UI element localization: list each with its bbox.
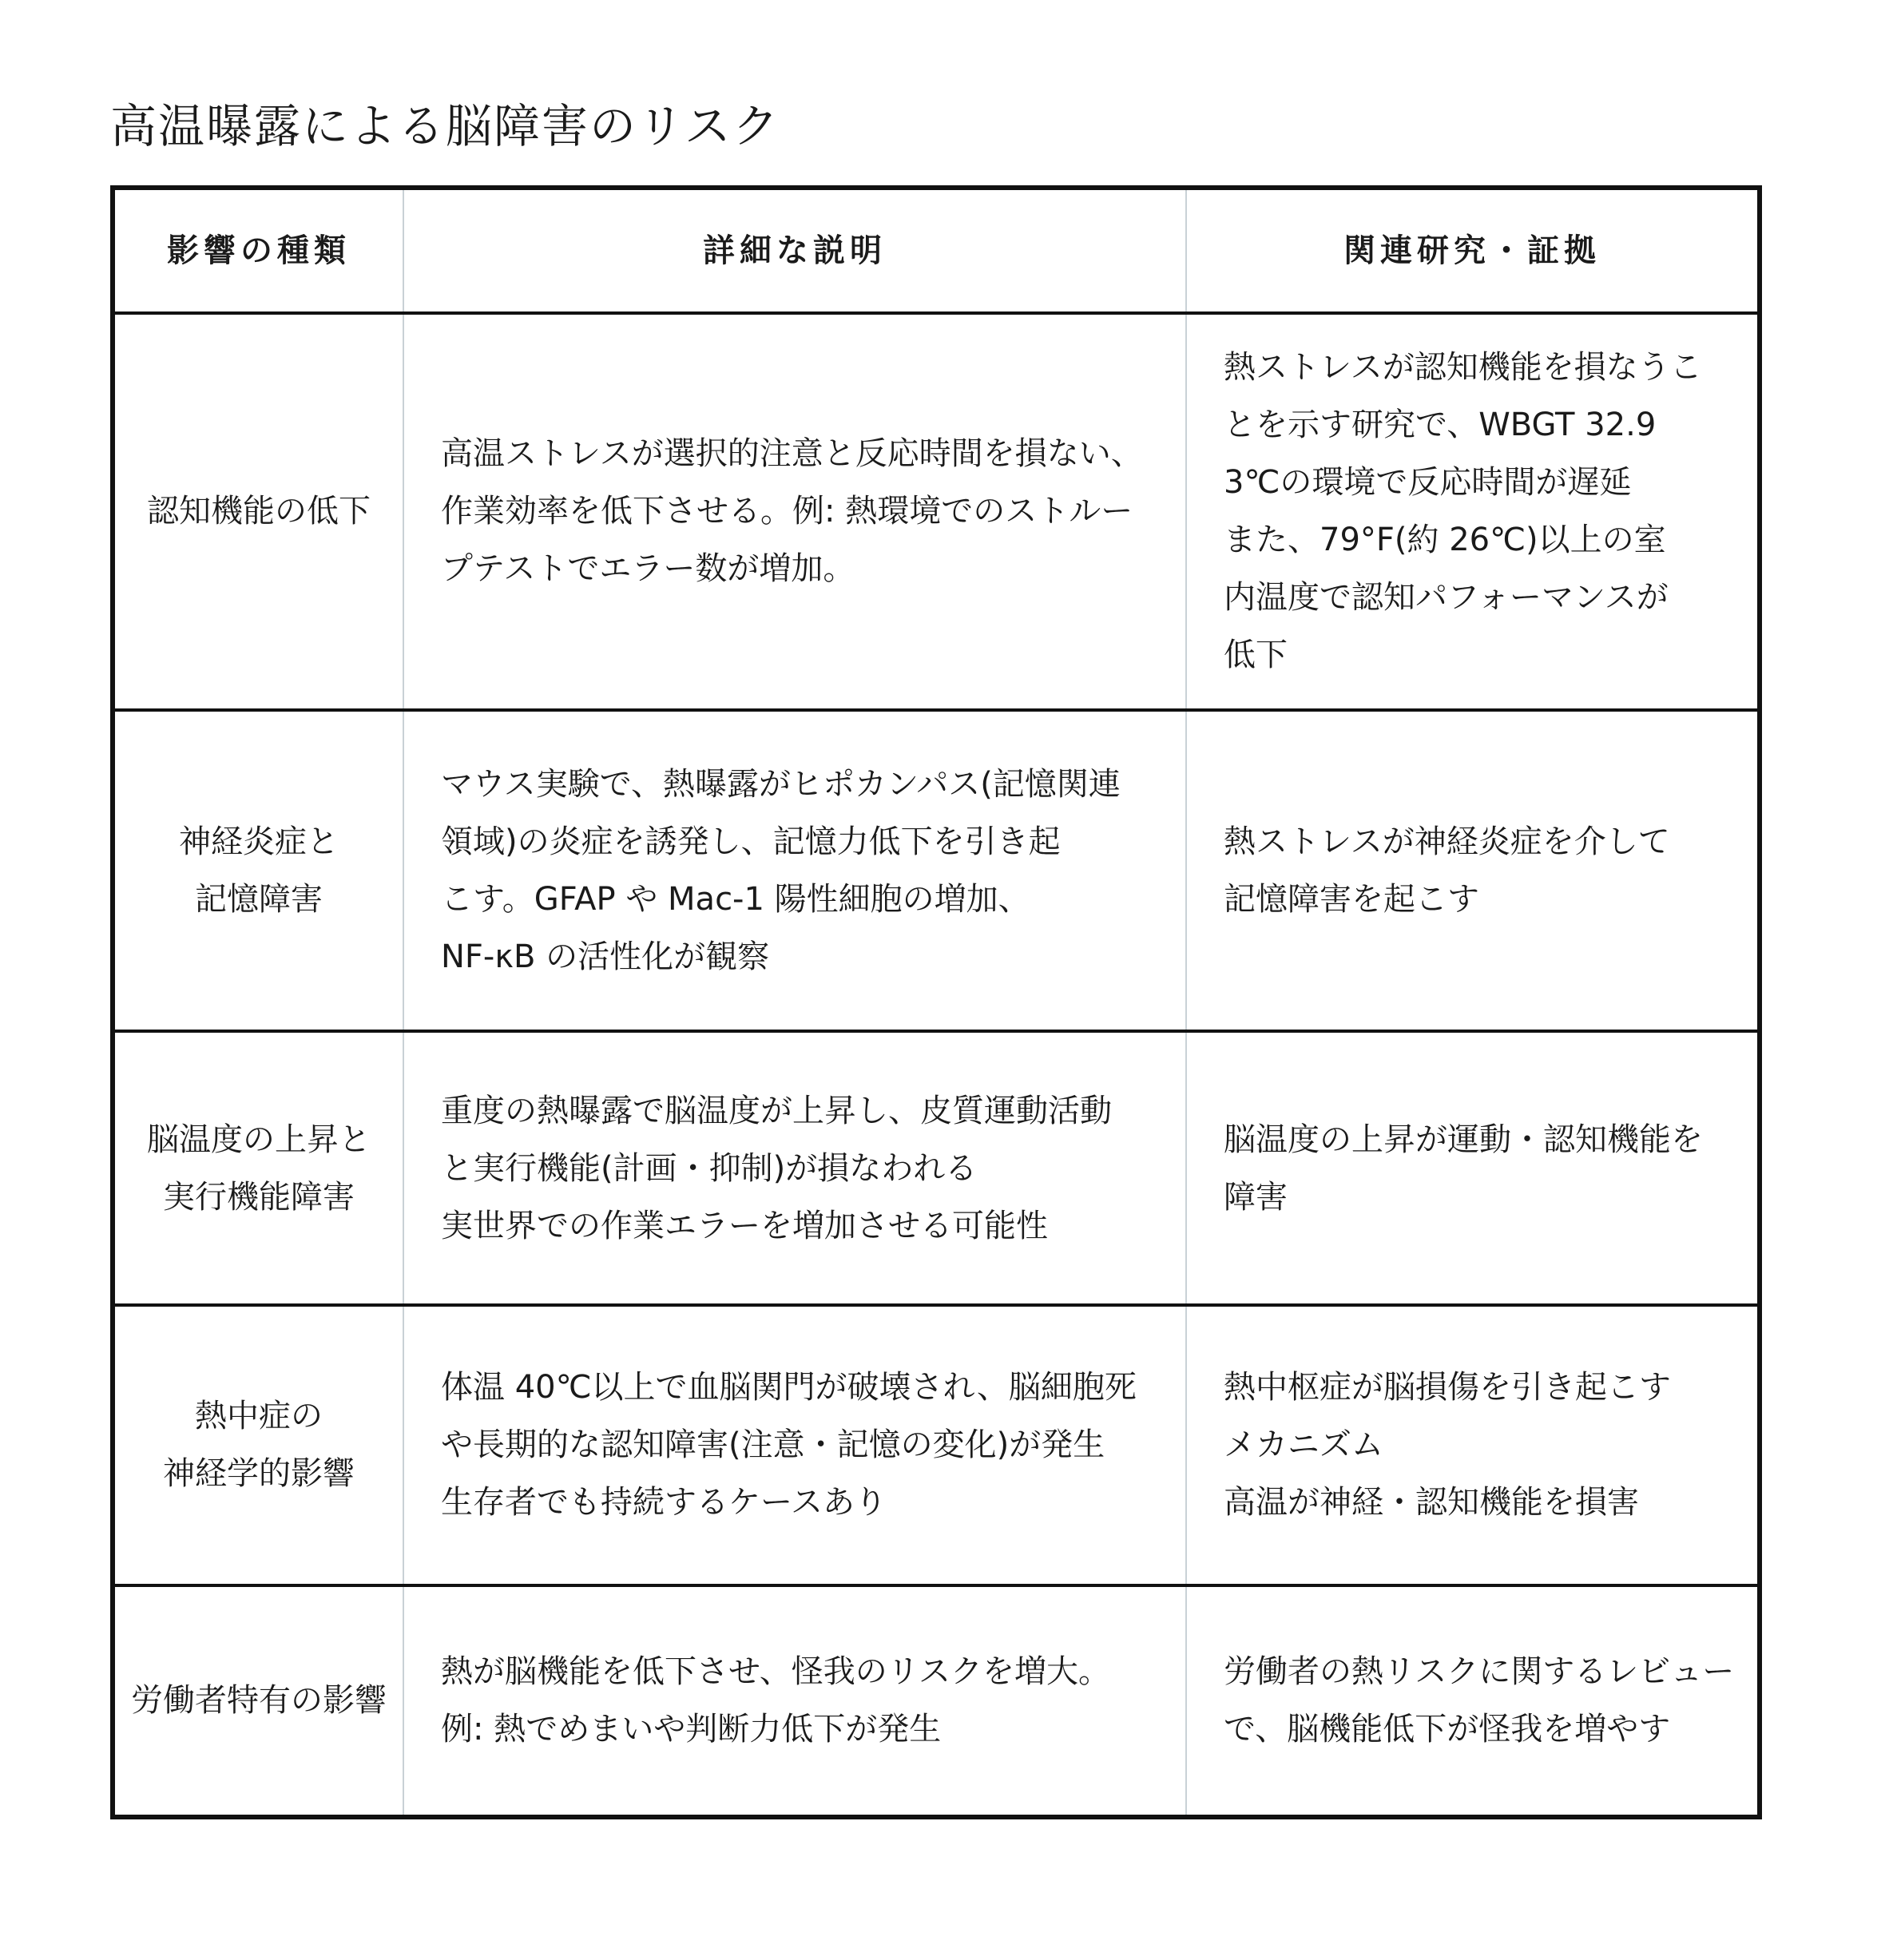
impact-type-cell — [113, 313, 403, 710]
cell-line: 労働者特有の影響 — [131, 1682, 387, 1720]
cell-line: 低下 — [1224, 637, 1288, 674]
cell-line: 認知機能の低下 — [147, 493, 371, 530]
cell-line: 脳温度の上昇が運動・認知機能を — [1224, 1121, 1703, 1158]
cell-line: 体温 40℃以上で血脳関門が破壊され、脳細胞死 — [441, 1369, 1137, 1407]
cell-line: 熱中症の — [195, 1398, 323, 1435]
cell-line: 熱ストレスが神経炎症を介して — [1224, 823, 1670, 861]
cell-line: 労働者の熱リスクに関するレビュー — [1224, 1653, 1735, 1691]
cell-line: 内温度で認知パフォーマンスが — [1224, 579, 1669, 617]
cell-line: 実世界での作業エラーを増加させる可能性 — [441, 1207, 1048, 1244]
cell-line: 重度の熱曝露で脳温度が上昇し、皮質運動活動 — [441, 1092, 1112, 1129]
evidence-cell — [1186, 1585, 1760, 1818]
cell-line: 熱が脳機能を低下させ、怪我のリスクを増大。 — [441, 1653, 1110, 1691]
cell-line: 領域)の炎症を誘発し、記憶力低下を引き起 — [441, 823, 1061, 861]
impact-type-cell — [113, 710, 403, 1032]
table-row — [113, 710, 1760, 1032]
impact-type-cell — [113, 1585, 403, 1818]
cell-line: 脳温度の上昇と — [147, 1121, 371, 1158]
cell-line: 障害 — [1224, 1178, 1288, 1216]
header-evidence: 関連研究・証拠 — [1186, 188, 1760, 313]
cell-line: マウス実験で、熱曝露がヒポカンパス(記憶関連 — [441, 766, 1121, 803]
header-detail: 詳細な説明 — [403, 188, 1186, 313]
evidence-cell — [1186, 1305, 1760, 1585]
cell-line: メカニズム — [1224, 1426, 1383, 1464]
cell-line: や長期的な認知障害(注意・記憶の変化)が発生 — [441, 1426, 1105, 1464]
cell-line: 生存者でも持続するケースあり — [441, 1484, 887, 1522]
page-title: 高温曝露による脳障害のリスク — [110, 99, 780, 153]
cell-line: また、79°F(約 26℃)以上の室 — [1224, 522, 1666, 559]
cell-line: で、脳機能低下が怪我を増やす — [1224, 1711, 1671, 1748]
table-header-row — [113, 188, 1760, 313]
cell-line: 実行機能障害 — [163, 1178, 355, 1216]
cell-line: 作業効率を低下させる。例: 熱環境でのストルー — [441, 493, 1133, 530]
cell-line: 神経学的影響 — [163, 1455, 355, 1493]
table-row — [113, 1031, 1760, 1305]
cell-line: 高温が神経・認知機能を損害 — [1224, 1484, 1639, 1522]
cell-line: 高温ストレスが選択的注意と反応時間を損ない、 — [441, 435, 1143, 473]
risk-table — [110, 185, 1762, 1819]
cell-line: と実行機能(計画・抑制)が損なわれる — [441, 1149, 978, 1187]
table-row — [113, 313, 1760, 710]
impact-type-cell — [113, 1305, 403, 1585]
cell-line: プテストでエラー数が増加。 — [441, 550, 855, 588]
table-row — [113, 1305, 1760, 1585]
cell-line: 3℃の環境で反応時間が遅延 — [1224, 464, 1632, 502]
cell-line: とを示す研究で、WBGT 32.9 — [1224, 407, 1657, 444]
header-impact-type: 影響の種類 — [113, 188, 403, 313]
detail-cell — [403, 1305, 1186, 1585]
cell-line: 例: 熱でめまいや判断力低下が発生 — [441, 1711, 942, 1748]
detail-cell — [403, 710, 1186, 1032]
evidence-cell — [1186, 1031, 1760, 1305]
detail-cell — [403, 313, 1186, 710]
cell-line: 熱中枢症が脳損傷を引き起こす — [1224, 1369, 1671, 1407]
cell-line: 記憶障害 — [195, 881, 323, 919]
cell-line: NF-κB の活性化が観察 — [441, 938, 770, 976]
impact-type-cell — [113, 1031, 403, 1305]
evidence-cell — [1186, 710, 1760, 1032]
cell-line: 神経炎症と — [179, 823, 339, 861]
cell-line: 熱ストレスが認知機能を損なうこ — [1224, 349, 1702, 387]
cell-line: 記憶障害を起こす — [1224, 881, 1479, 919]
evidence-cell — [1186, 313, 1760, 710]
table-row — [113, 1585, 1760, 1818]
cell-line: こす。GFAP や Mac-1 陽性細胞の増加、 — [441, 881, 1030, 919]
detail-cell — [403, 1031, 1186, 1305]
detail-cell — [403, 1585, 1186, 1818]
